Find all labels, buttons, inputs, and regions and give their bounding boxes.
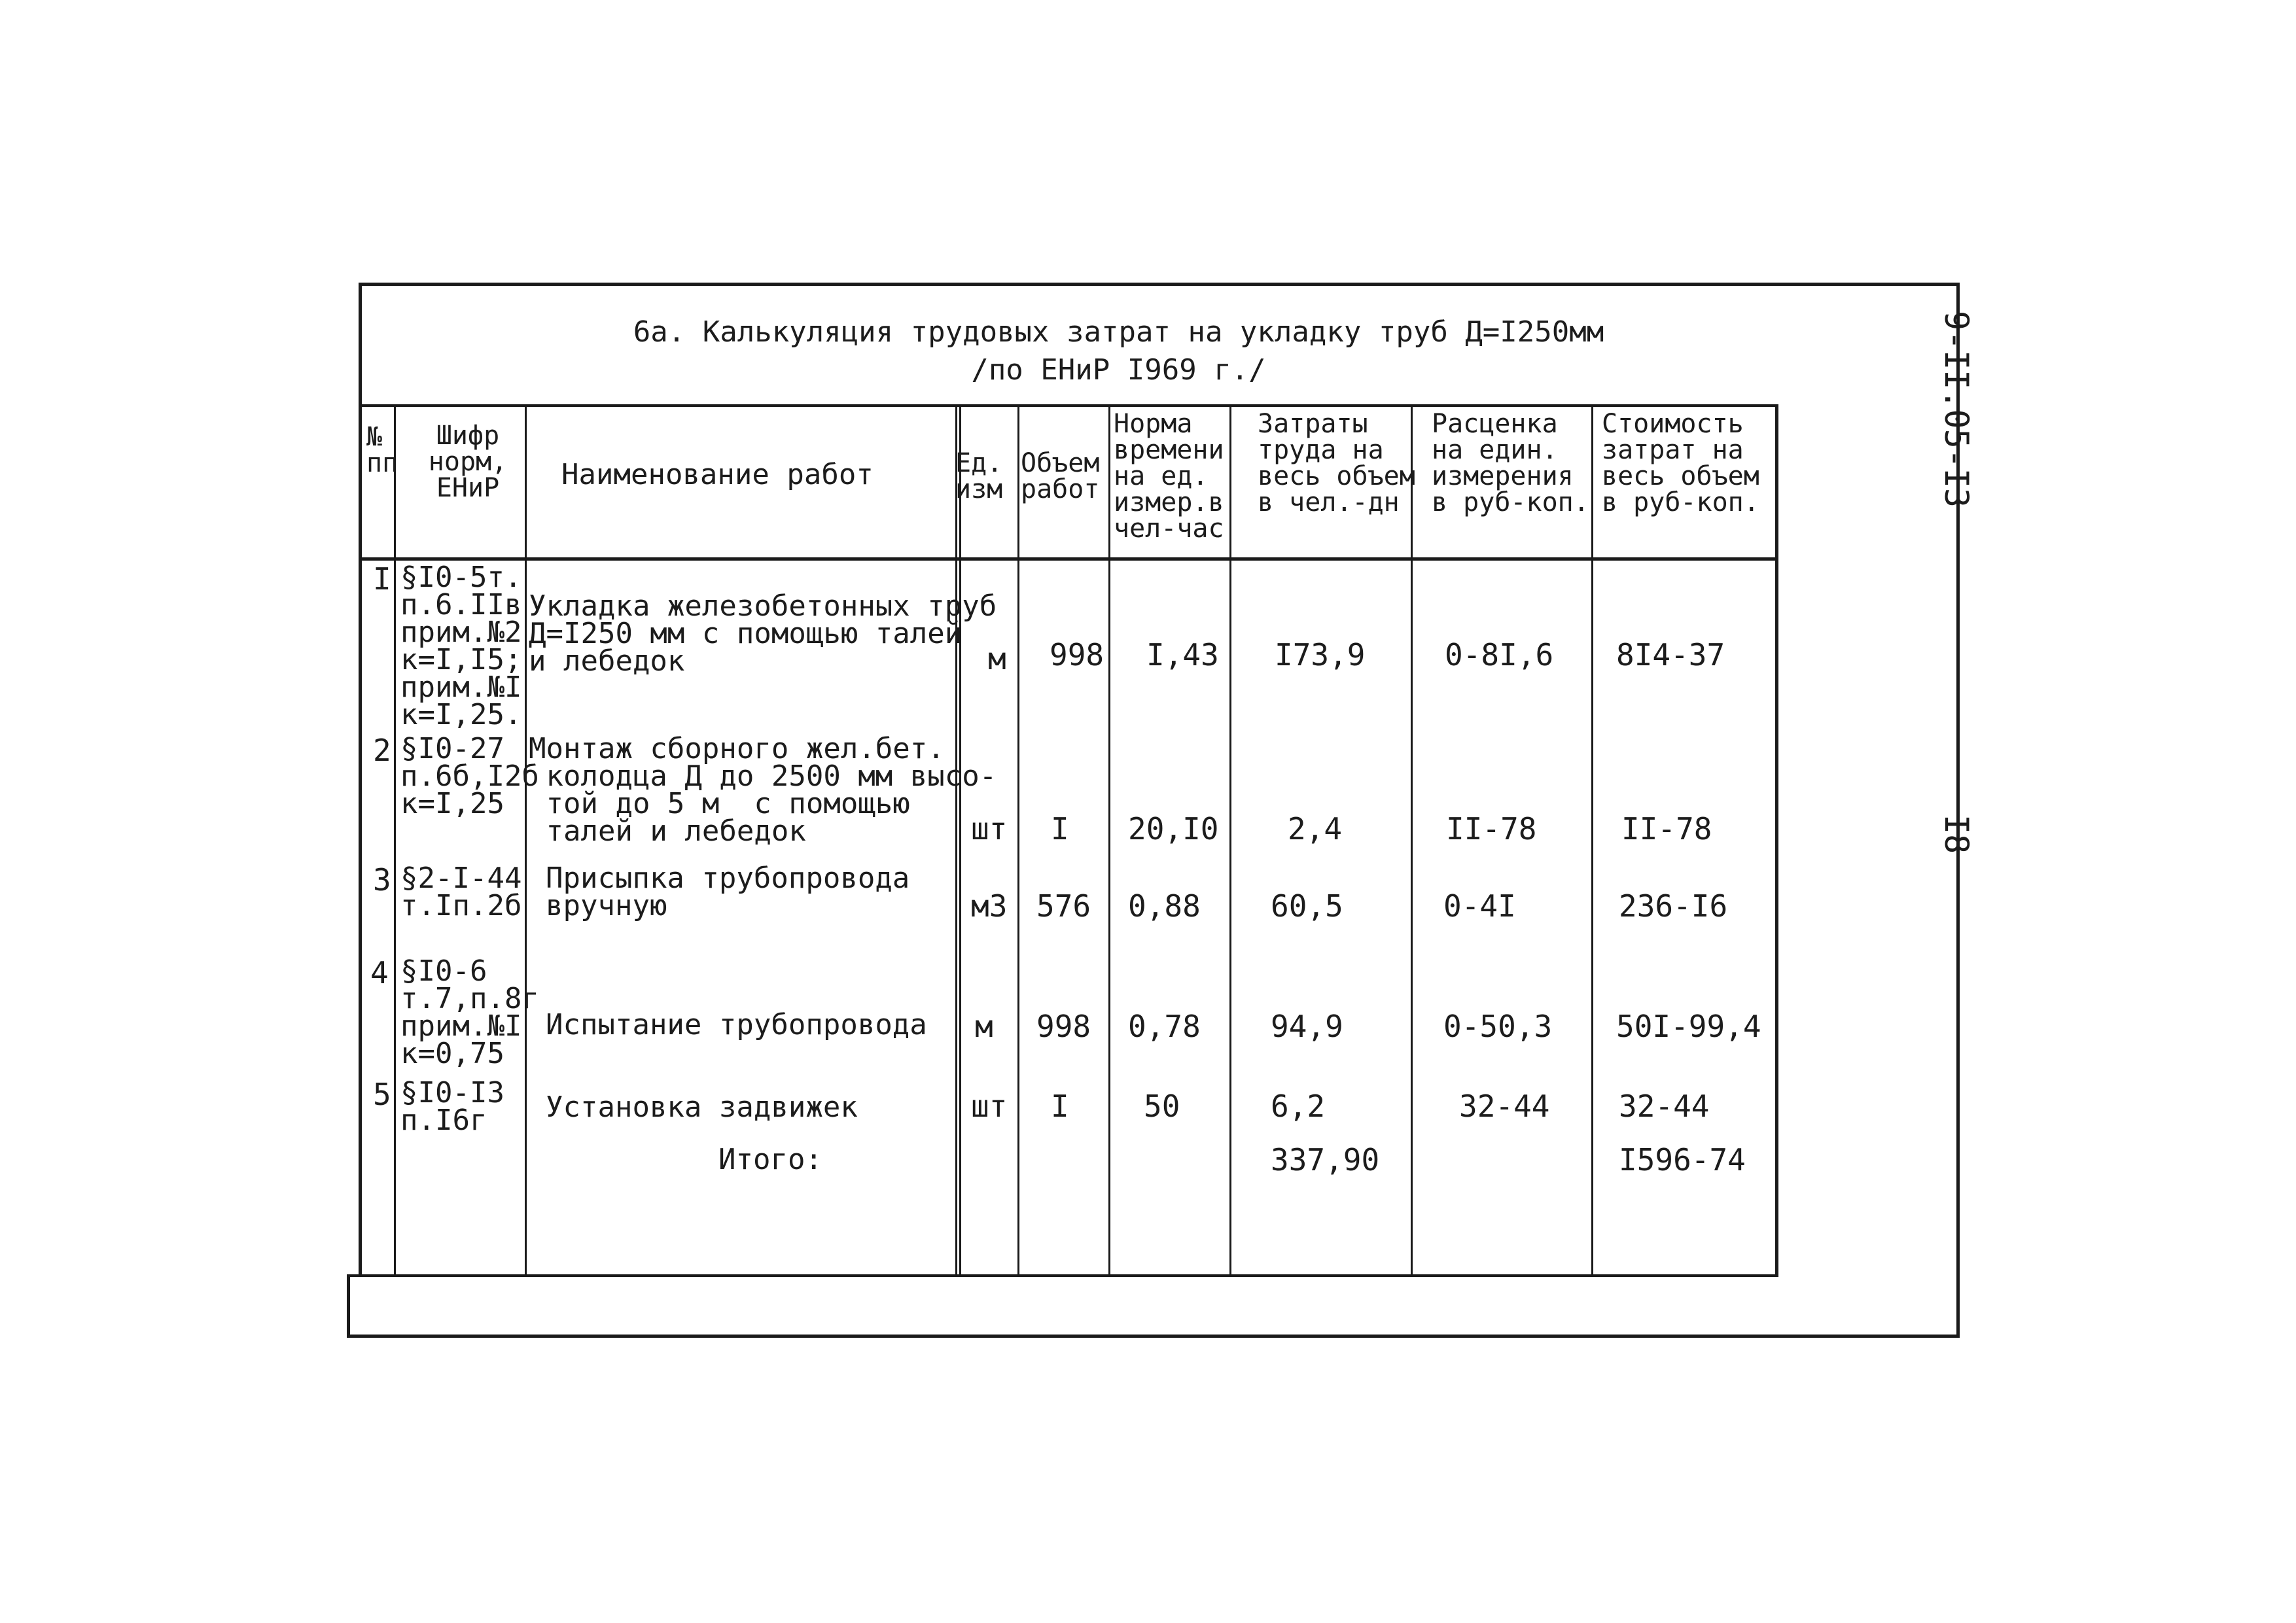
row-2-volume: I [1051, 811, 1069, 846]
row-1-labor: I73,9 [1275, 637, 1366, 672]
row-5-volume: I [1051, 1089, 1069, 1124]
table-header-top [359, 404, 1777, 407]
row-5-norm: 50 [1144, 1089, 1180, 1124]
row-5-num: 5 [373, 1077, 391, 1112]
row-4-volume: 998 [1036, 1009, 1091, 1044]
total-labor: 337,90 [1271, 1142, 1380, 1178]
table-header-bottom [359, 557, 1777, 561]
row-2-num: 2 [373, 733, 391, 768]
row-4-name: Испытание трубопровода [546, 1008, 927, 1041]
row-5-cost: 32-44 [1619, 1089, 1710, 1124]
row-5-unit: шт [971, 1089, 1008, 1124]
document-code: 9-II.05-I3 [1937, 311, 1975, 508]
row-3-norm: 0,88 [1128, 888, 1201, 924]
row-3-volume: 576 [1036, 888, 1091, 924]
row-1-code: §I0-5т. п.6.IIв прим.№2 к=I,I5; прим.№I к=I,25. [400, 561, 522, 731]
frame-left-lower [347, 1276, 350, 1338]
row-2-name: Монтаж сборного жел.бет. колодца Д до 2500 мм высо- той до 5 м с помощью талей и лебедок [529, 732, 997, 848]
col-sep-4 [1017, 404, 1019, 1277]
row-2-cost: II-78 [1621, 811, 1712, 846]
row-4-rate: 0-50,3 [1443, 1009, 1553, 1044]
row-4-code: §I0-6 т.7,п.8г прим.№I к=0,75 [400, 954, 539, 1070]
row-2-rate: II-78 [1446, 811, 1537, 846]
row-1-name: Укладка железобетонных труб Д=I250 мм с помощью талей и лебедок [529, 589, 997, 678]
row-5-code: §I0-I3 п.I6г [400, 1076, 504, 1137]
col-sep-7 [1411, 404, 1413, 1277]
row-4-num: 4 [370, 955, 389, 990]
frame-inner-bottom [347, 1274, 1778, 1277]
header-code: Шифр норм, ЕНиР [428, 421, 508, 503]
header-rate: Расценка на един. измерения в руб-коп. [1432, 409, 1589, 517]
row-1-cost: 8I4-37 [1616, 637, 1725, 672]
col-sep-6 [1229, 404, 1231, 1277]
row-4-norm: 0,78 [1128, 1009, 1201, 1044]
frame-bottom [347, 1335, 1960, 1338]
row-3-cost: 236-I6 [1619, 888, 1728, 924]
page-number: I8 [1937, 814, 1975, 854]
table-right [1775, 404, 1778, 1277]
row-1-norm: I,43 [1146, 637, 1219, 672]
row-1-volume: 998 [1050, 637, 1104, 672]
frame-left [359, 283, 362, 1277]
row-1-unit: м [988, 641, 1006, 676]
row-2-norm: 20,I0 [1128, 811, 1219, 846]
row-3-name: Присыпка трубопровода вручную [546, 862, 910, 922]
row-1-num: I [373, 561, 391, 597]
header-name: Наименование работ [561, 458, 874, 491]
header-norm: Норма времени на ед. измер.в чел-час [1114, 409, 1224, 544]
row-5-rate: 32-44 [1459, 1089, 1550, 1124]
total-label: Итого: [718, 1143, 822, 1176]
header-volume: Объем работ [1021, 448, 1100, 504]
document-title: 6а. Калькуляция трудовых затрат на укладку труб Д=I250мм [633, 315, 1604, 349]
col-sep-2 [525, 404, 527, 1277]
row-3-rate: 0-4I [1443, 888, 1516, 924]
frame-top [359, 283, 1959, 286]
row-3-labor: 60,5 [1271, 888, 1343, 924]
row-5-labor: 6,2 [1271, 1089, 1326, 1124]
col-sep-8 [1591, 404, 1593, 1277]
col-sep-1 [394, 404, 396, 1277]
row-2-labor: 2,4 [1288, 811, 1343, 846]
header-cost: Стоимость затрат на весь объем в руб-коп. [1602, 409, 1759, 517]
row-4-labor: 94,9 [1271, 1009, 1343, 1044]
row-4-unit: м [975, 1009, 993, 1044]
row-3-unit: м3 [971, 888, 1008, 924]
row-1-rate: 0-8I,6 [1445, 637, 1554, 672]
total-cost: I596-74 [1619, 1142, 1746, 1178]
row-4-cost: 50I-99,4 [1616, 1009, 1761, 1044]
document-subtitle: /по ЕНиР I969 г./ [971, 353, 1266, 387]
row-3-num: 3 [373, 862, 391, 898]
header-num: № пп [366, 422, 398, 478]
header-labor: Затраты труда на весь объем в чел.-дн [1258, 409, 1415, 517]
row-2-unit: шт [971, 811, 1008, 846]
row-2-code: §I0-27 п.6б,I2б к=I,25 [400, 732, 539, 820]
header-unit: Ед. изм [955, 448, 1003, 504]
row-3-code: §2-I-44 т.Iп.2б [400, 862, 522, 922]
col-sep-5 [1108, 404, 1110, 1277]
row-5-name: Установка задвижек [546, 1091, 858, 1124]
